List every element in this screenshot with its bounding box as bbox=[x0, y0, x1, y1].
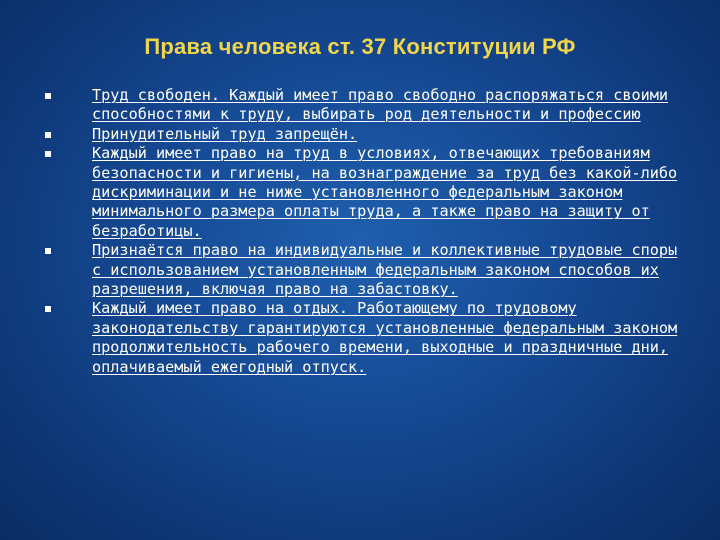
bullet-item bbox=[40, 86, 680, 125]
square-bullet-icon bbox=[45, 248, 51, 254]
bullet-list bbox=[40, 86, 680, 377]
bullet-text: Признаётся право на индивидуальные и коллективные трудовые споры с использованием установленным федеральным законом способов их разрешения, включая право на забастовку. bbox=[92, 241, 678, 299]
bullet-text: Принудительный труд запрещён. bbox=[92, 124, 358, 143]
square-bullet-icon bbox=[45, 93, 51, 99]
bullet-item bbox=[40, 144, 680, 241]
bullet-item bbox=[40, 299, 680, 377]
bullet-item bbox=[40, 125, 680, 144]
bullet-item bbox=[40, 241, 680, 299]
bullet-text: Труд свободен. Каждый имеет право свободно распоряжаться своими способностями к труду, выбирать род деятельности и профессию bbox=[92, 86, 669, 124]
square-bullet-icon bbox=[45, 151, 51, 157]
square-bullet-icon bbox=[45, 306, 51, 312]
bullet-text: Каждый имеет право на труд в условиях, отвечающих требованиям безопасности и гигиены, на вознаграждение за труд без какой-либо дискриминации и не ниже установленного федеральным законом минимального размера оплаты труда, а также право на защиту от безработицы. bbox=[92, 144, 678, 240]
bullet-text: Каждый имеет право на отдых. Работающему по трудовому законодательству гарантируются установленные федеральным законом продолжительность рабочего времени, выходные и праздничные дни, оплачиваемый ежегодный отпуск. bbox=[92, 299, 678, 376]
slide-title: Права человека ст. 37 Конституции РФ bbox=[144, 34, 576, 59]
square-bullet-icon bbox=[45, 132, 51, 138]
